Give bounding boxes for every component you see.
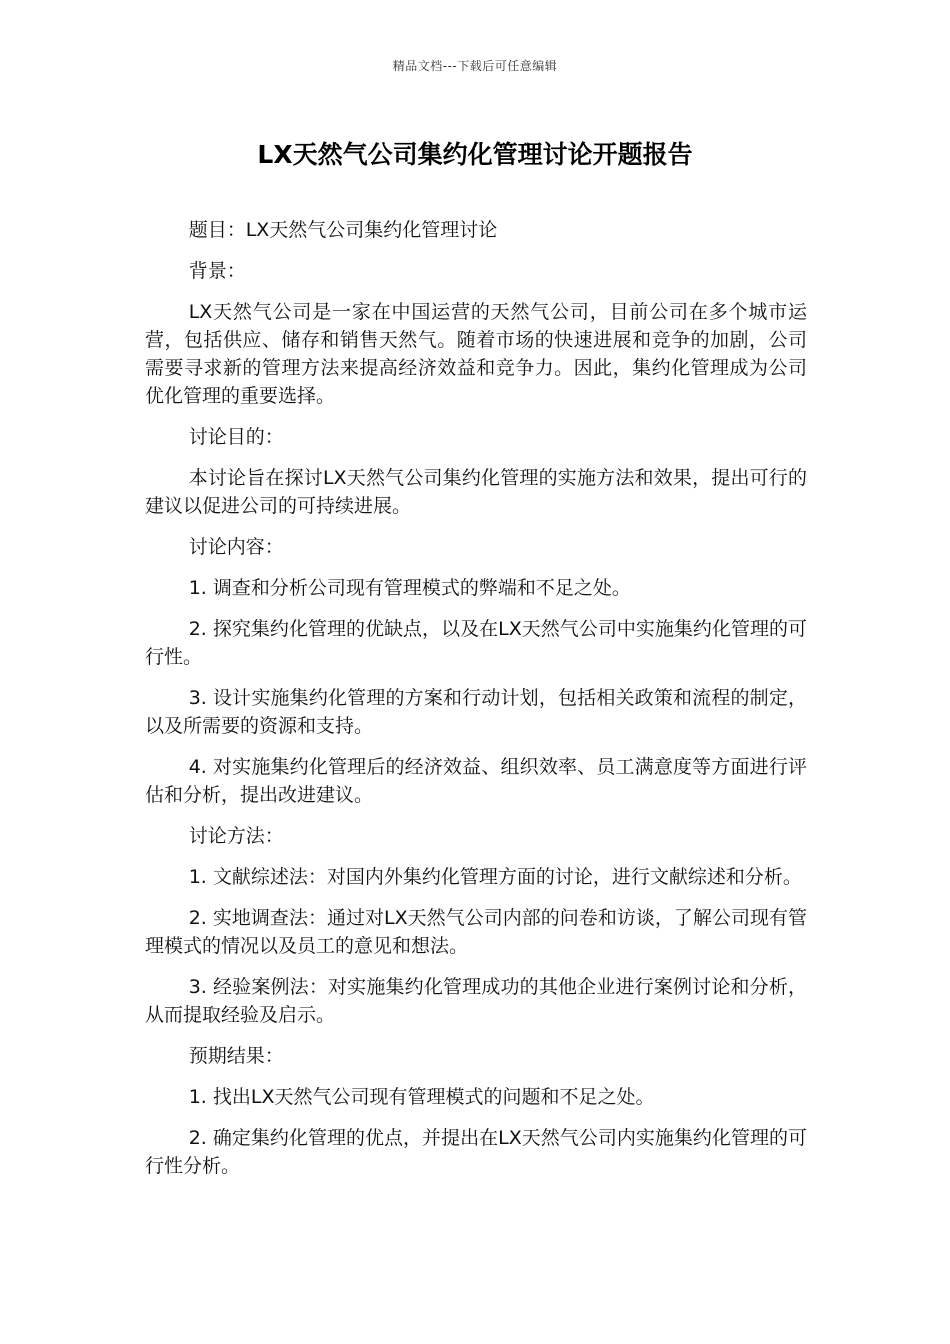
heading-content: 讨论内容： <box>188 536 284 558</box>
paragraph-background: LX天然气公司是一家在中国运营的天然气公司，目前公司在多个城市运营，包括供应、储存和销售天然气。随着市场的快速进展和竞争的加剧，公司需要寻求新的管理方法来提高经济效益和竞争力。因此，集约化管理成为公司优化管理的重要选择。 <box>145 301 807 407</box>
paragraph-purpose: 本讨论旨在探讨LX天然气公司集约化管理的实施方法和效果，提出可行的建议以促进公司的可持续进展。 <box>145 467 807 517</box>
content-item-2: 2. 探究集约化管理的优缺点，以及在LX天然气公司中实施集约化管理的可行性。 <box>145 618 807 668</box>
method-item-1: 1. 文献综述法：对国内外集约化管理方面的讨论，进行文献综述和分析。 <box>188 866 802 888</box>
document-body <box>145 216 807 1193</box>
content-item-1: 1. 调查和分析公司现有管理模式的弊端和不足之处。 <box>188 577 631 599</box>
content-item-3: 3. 设计实施集约化管理的方案和行动计划，包括相关政策和流程的制定，以及所需要的资源和支持。 <box>145 687 807 737</box>
document-title: LX天然气公司集约化管理讨论开题报告 <box>257 140 693 169</box>
heading-background: 背景： <box>188 260 246 282</box>
result-item-2: 2. 确定集约化管理的优点，并提出在LX天然气公司内实施集约化管理的可行性分析。 <box>145 1127 807 1177</box>
method-item-3: 3. 经验案例法：对实施集约化管理成功的其他企业进行案例讨论和分析，从而提取经验及启示。 <box>145 976 807 1026</box>
content-item-4: 4. 对实施集约化管理后的经济效益、组织效率、员工满意度等方面进行评估和分析，提出改进建议。 <box>145 756 807 806</box>
heading-purpose: 讨论目的： <box>188 426 284 448</box>
method-item-2: 2. 实地调查法：通过对LX天然气公司内部的问卷和访谈，了解公司现有管理模式的情况以及员工的意见和想法。 <box>145 907 807 957</box>
heading-expected-results: 预期结果： <box>188 1045 284 1067</box>
paragraph-topic: 题目：LX天然气公司集约化管理讨论 <box>188 219 498 241</box>
page-header-watermark: 精品文档---下载后可任意编辑 <box>392 59 558 73</box>
result-item-1: 1. 找出LX天然气公司现有管理模式的问题和不足之处。 <box>188 1086 655 1108</box>
heading-methods: 讨论方法： <box>188 825 284 847</box>
